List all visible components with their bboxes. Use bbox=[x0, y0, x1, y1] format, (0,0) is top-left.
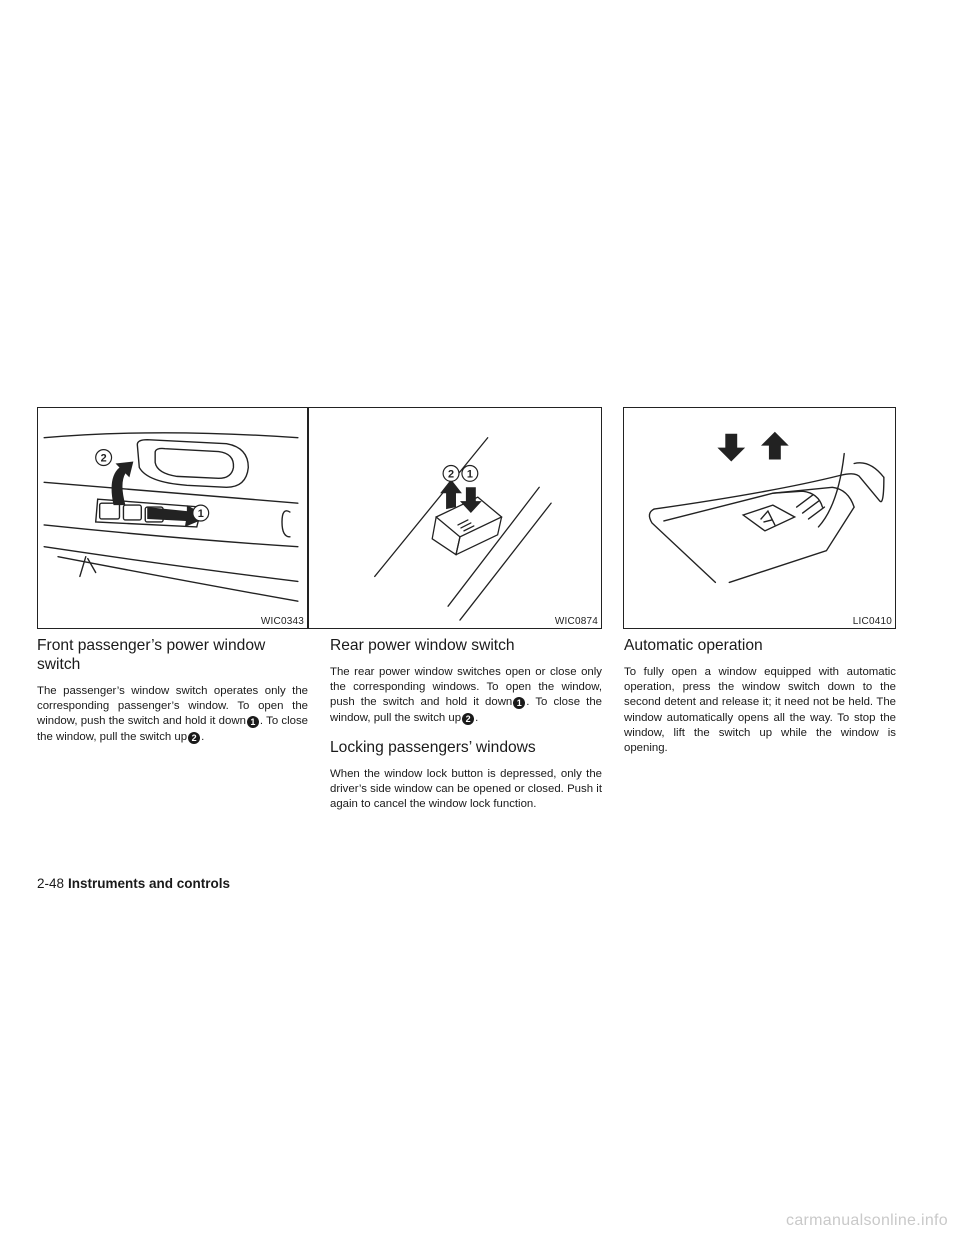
callout-1: 1 bbox=[197, 508, 204, 521]
marker-2: 2 bbox=[188, 732, 200, 744]
figure-code: WIC0343 bbox=[260, 616, 304, 627]
figure-front-passenger-switch bbox=[37, 407, 308, 629]
figure-automatic-operation bbox=[623, 407, 896, 629]
rear-switch-illustration bbox=[309, 408, 601, 628]
figure-code: LIC0410 bbox=[852, 616, 892, 627]
section-text bbox=[37, 684, 308, 745]
footer-section: Instruments and controls bbox=[68, 876, 231, 891]
section-text-locking: When the window lock button is depressed, only the driver’s side window can be opened or closed. Push it again to cancel the window lock function. bbox=[330, 767, 602, 811]
door-switch-illustration bbox=[38, 408, 307, 628]
callout-1: 1 bbox=[466, 468, 473, 481]
page-number: 2-48 bbox=[37, 876, 65, 891]
section-text: To fully open a window equipped with automatic operation, press the window switch down to the second detent and release it; it need not be held. The window automatically opens all the way. To stop the window, lift the switch up while the window is opening. bbox=[624, 666, 896, 755]
text-part: The rear power window switches open or close only the corresponding windows. To open the window, push the switch and hold it down bbox=[330, 666, 602, 709]
page-footer bbox=[37, 876, 230, 891]
text-part: . To close the window, pull the switch up bbox=[330, 696, 602, 724]
section-front-passenger bbox=[37, 636, 308, 745]
marker-1: 1 bbox=[247, 716, 259, 728]
section-automatic bbox=[624, 636, 896, 756]
marker-1: 1 bbox=[513, 697, 525, 709]
callout-2: 2 bbox=[100, 452, 107, 465]
section-title: Front passenger’s power window switch bbox=[37, 637, 266, 673]
section-title: Rear power window switch bbox=[330, 637, 515, 654]
callout-2: 2 bbox=[448, 468, 455, 481]
text-part: The passenger’s window switch operates only the corresponding passenger’s window. To open the window, push the switch and hold it down bbox=[37, 685, 308, 728]
section-text bbox=[330, 665, 602, 726]
section-title: Automatic operation bbox=[624, 637, 763, 654]
auto-switch-illustration bbox=[624, 408, 895, 628]
section-rear bbox=[330, 636, 602, 812]
section-title-locking: Locking passengers’ windows bbox=[330, 738, 536, 756]
text-part: . bbox=[201, 730, 205, 743]
watermark: carmanualsonline.info bbox=[786, 1212, 948, 1229]
figure-code: WIC0874 bbox=[554, 616, 598, 627]
figure-rear-window-switch bbox=[308, 407, 602, 629]
text-part: . To close the window, pull the switch up bbox=[37, 715, 308, 743]
marker-2: 2 bbox=[462, 713, 474, 725]
text-part: . bbox=[475, 711, 479, 724]
